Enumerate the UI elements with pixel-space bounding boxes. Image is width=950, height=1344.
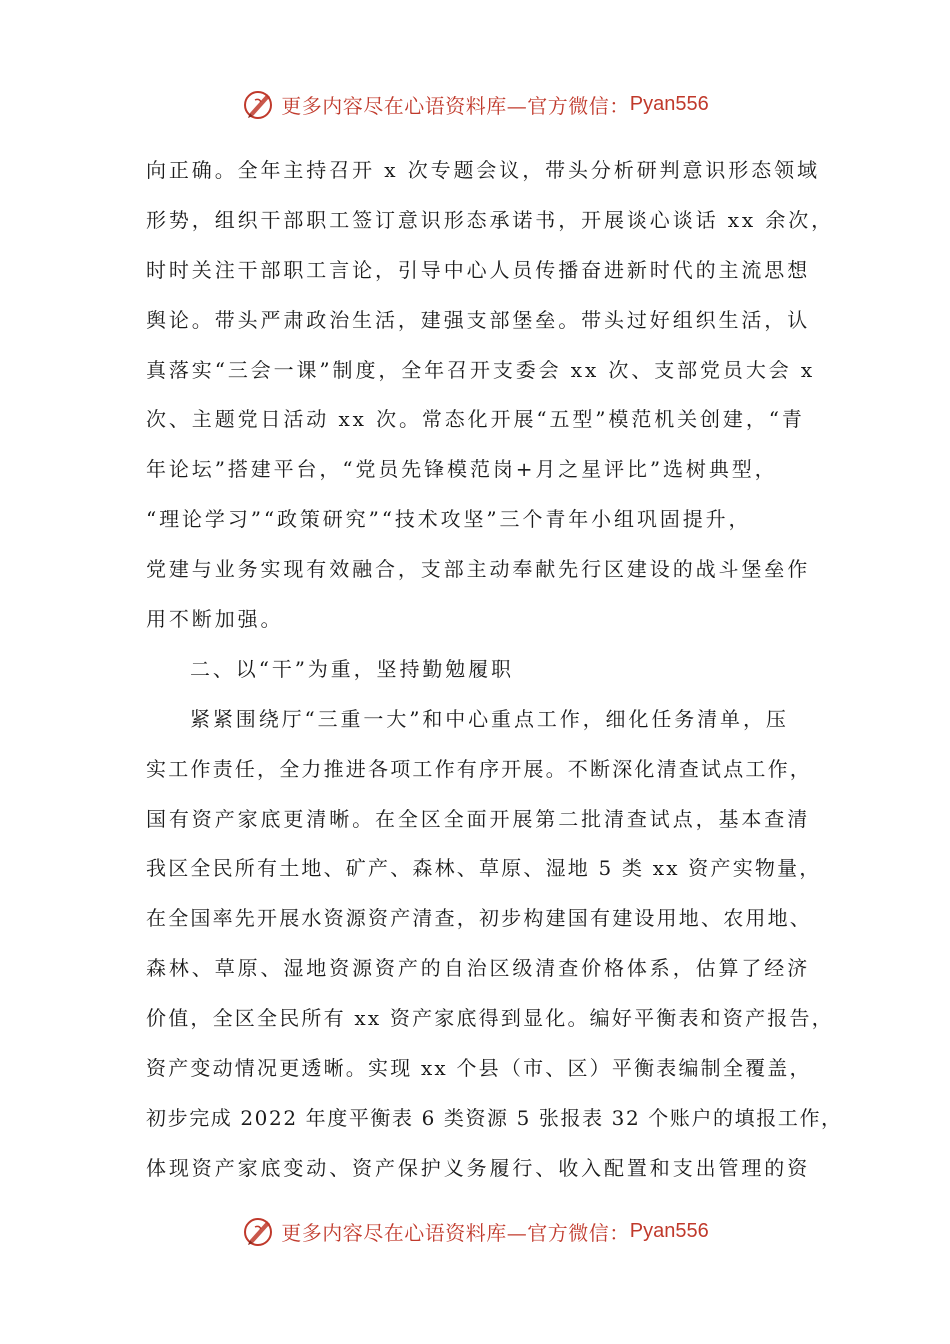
watermark-text: 更多内容尽在心语资料库—官方微信： (281, 93, 630, 118)
text-line: 时时关注干部职工言论，引导中心人员传播奋进新时代的主流思想 (146, 257, 811, 282)
pen-logo-icon (241, 1213, 277, 1249)
text-line: 舆论。带头严肃政治生活，建强支部堡垒。带头过好组织生活，认 (146, 307, 811, 332)
text-line: 国有资产家底更清晰。在全区全面开展第二批清查试点，基本查清 (146, 806, 811, 831)
watermark-handle: Pyan556 (629, 1219, 709, 1242)
text-line: 次、主题党日活动 xx 次。常态化开展“五型”模范机关创建，“青 (146, 407, 805, 432)
text-line: 紧紧围绕厅“三重一大”和中心重点工作，细化任务清单，压 (190, 706, 789, 731)
text-line: 在全国率先开展水资源资产清查，初步构建国有建设用地、农用地、 (146, 906, 812, 931)
text-line: 我区全民所有土地、矿产、森林、草原、湿地 5 类 xx 资产实物量， (146, 856, 822, 881)
text-line: 资产变动情况更透晰。实现 xx 个县（市、区）平衡表编制全覆盖， (146, 1056, 812, 1081)
text-line: 党建与业务实现有效融合，支部主动奉献先行区建设的战斗堡垒作 (146, 557, 811, 582)
text-line: 森林、草原、湿地资源资产的自治区级清查价格体系，估算了经济 (146, 956, 811, 981)
pen-logo-icon (241, 86, 277, 122)
document-body (146, 146, 843, 1194)
text-line: 形势，组织干部职工签订意识形态承诺书，开展谈心谈话 xx 余次， (146, 207, 835, 232)
section-heading: 二、以“干”为重，坚持勤勉履职 (190, 656, 514, 681)
watermark-handle: Pyan556 (629, 92, 709, 115)
header-watermark (0, 82, 950, 126)
text-line: 年论坛”搭建平台，“党员先锋模范岗+月之星评比”选树典型， (146, 457, 778, 482)
text-line: 向正确。全年主持召开 x 次专题会议，带头分析研判意识形态领域 (146, 158, 820, 182)
text-line: 用不断加强。 (146, 607, 284, 632)
text-line: 体现资产家底变动、资产保护义务履行、收入配置和支出管理的资 (146, 1155, 811, 1180)
text-line: 实工作责任，全力推进各项工作有序开展。不断深化清查试点工作， (146, 756, 812, 781)
text-line: 价值，全区全民所有 xx 资产家底得到显化。编好平衡表和资产报告， (146, 1006, 834, 1031)
text-line: 初步完成 2022 年度平衡表 6 类资源 5 张报表 32 个账户的填报工作， (146, 1105, 843, 1130)
text-line: 真落实“三会一课”制度，全年召开支委会 xx 次、支部党员大会 x (146, 357, 816, 382)
text-line: “理论学习”“政策研究”“技术攻坚”三个青年小组巩固提升， (146, 507, 752, 532)
footer-watermark (0, 1209, 950, 1253)
watermark-text: 更多内容尽在心语资料库—官方微信： (281, 1220, 630, 1245)
